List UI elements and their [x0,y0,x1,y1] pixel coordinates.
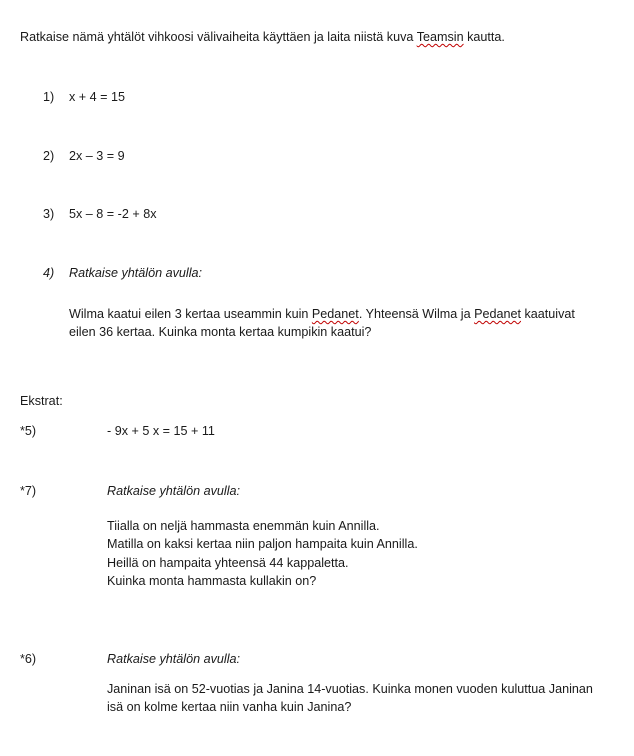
task-4-line-1-part-b: . Yhteensä Wilma ja [358,307,475,321]
intro-text-after: kautta. [463,30,505,44]
task-4-line-1 [69,305,575,323]
extra-7-heading: Ratkaise yhtälön avulla: [107,484,241,498]
task-4-line-2: eilen 36 kertaa. Kuinka monta kertaa kumpikin kaatui? [69,325,372,339]
extra-7-line: Kuinka monta hammasta kullakin on? [107,573,317,588]
task-4-line-1-part-a: Wilma kaatui eilen 3 kertaa useammin kuin [69,307,312,321]
extra-7-number: *7) [20,484,37,498]
extra-6-heading: Ratkaise yhtälön avulla: [107,652,241,666]
extra-6-word-problem [107,680,593,716]
task-4-number: 4) [43,266,55,280]
extra-7-line: Tiialla on neljä hammasta enemmän kuin Annilla. [107,519,380,533]
extra-7-line: Heillä on hampaita yhteensä 44 kappaletta. [107,555,349,570]
extras-heading: Ekstrat: [20,394,63,408]
spellcheck-flagged-word: Pedanet [474,307,521,321]
spellcheck-flagged-word: Pedanet [311,307,359,321]
extra-7-word-problem [107,517,418,590]
task-3-equation: 5x – 8 = -2 + 8x [69,207,157,221]
task-4-word-problem [69,305,575,341]
extra-5-number: *5) [20,424,37,438]
task-1-equation: x + 4 = 15 [69,90,126,104]
extra-5-equation: - 9x + 5 x = 15 + 11 [107,424,215,438]
extra-7-line: Matilla on kaksi kertaa niin paljon hampaita kuin Annilla. [107,537,418,552]
task-4-heading: Ratkaise yhtälön avulla: [69,266,203,280]
extra-6-line: isä on kolme kertaa niin vanha kuin Janina? [107,700,352,714]
extra-6-number: *6) [20,652,37,666]
task-4-line-1-part-c: kaatuivat [521,307,575,321]
spellcheck-flagged-word: Teamsin [416,30,464,44]
extra-6-line: Janinan isä on 52-vuotias ja Janina 14-vuotias. Kuinka monen vuoden kuluttua Janinan [107,682,593,696]
task-3-number: 3) [43,207,55,221]
task-2-equation: 2x – 3 = 9 [69,149,125,163]
task-2-number: 2) [43,149,55,163]
intro-text-before: Ratkaise nämä yhtälöt vihkoosi välivaiheita käyttäen ja laita niistä kuva [20,30,417,44]
task-1-number: 1) [43,90,55,104]
intro-instruction [20,29,505,46]
